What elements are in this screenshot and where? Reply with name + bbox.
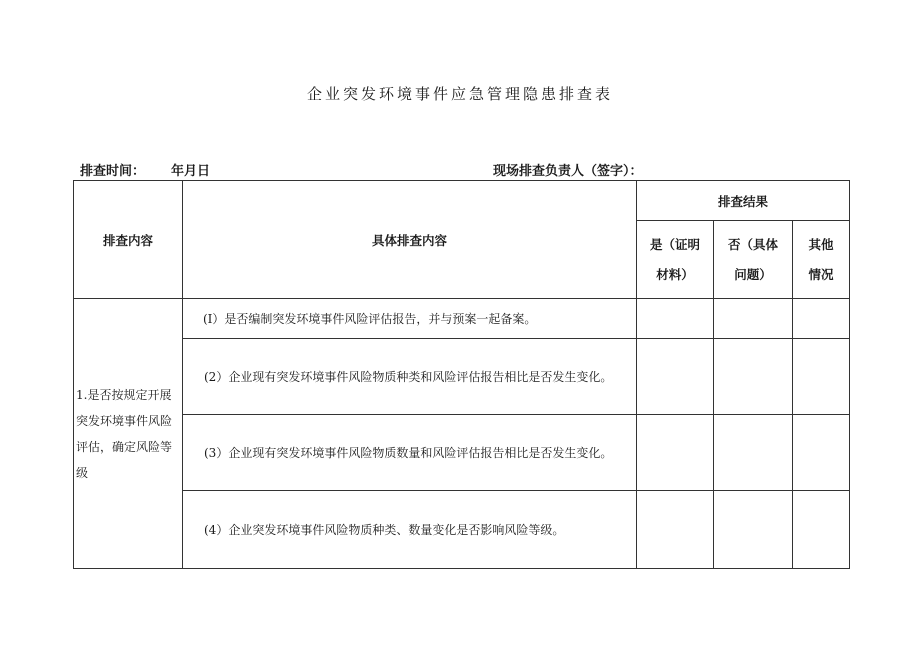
header-yes [637, 221, 714, 299]
other-cell[interactable] [793, 339, 850, 415]
date-label: 年月日 [171, 164, 211, 179]
time-label: 排查时间： [80, 164, 146, 179]
table-row [74, 491, 850, 569]
item-4 [183, 491, 637, 569]
header-detail: 具体排查内容 [183, 181, 637, 299]
responsible-signature-label: 现场排查负责人（签字）： [493, 164, 643, 179]
inspection-table [73, 180, 850, 569]
header-yes-line1: 是（证明 [649, 236, 700, 252]
no-cell[interactable] [714, 415, 793, 491]
other-cell[interactable] [793, 491, 850, 569]
item-3-text: (3）企业现有突发环境事件风险物质数量和风险评估报告相比是否发生变化。 [204, 445, 613, 460]
yes-cell[interactable] [637, 339, 714, 415]
item-1: (I）是否编制突发环境事件风险评估报告，并与预案一起备案。 [183, 299, 637, 339]
header-no-line2: 问题） [734, 266, 772, 282]
header-other [793, 221, 850, 299]
header-no-line1: 否（具体 [727, 236, 778, 252]
item-2 [183, 339, 637, 415]
table-row [74, 299, 850, 339]
header-other-line1: 其他 [808, 236, 834, 252]
table-row [74, 339, 850, 415]
table-row [74, 415, 850, 491]
yes-cell[interactable] [637, 491, 714, 569]
inspection-time-label [80, 160, 210, 179]
no-cell[interactable] [714, 491, 793, 569]
header-content: 排查内容 [74, 181, 183, 299]
page-title: 企业突发环境事件应急管理隐患排查表 [306, 85, 613, 103]
yes-cell[interactable] [637, 299, 714, 339]
no-cell[interactable] [714, 339, 793, 415]
yes-cell[interactable] [637, 415, 714, 491]
item-4-text: (4）企业突发环境事件风险物质种类、数量变化是否影响风险等级。 [204, 522, 565, 537]
header-result: 排查结果 [637, 181, 850, 221]
other-cell[interactable] [793, 415, 850, 491]
header-other-line2: 情况 [808, 266, 834, 282]
no-cell[interactable] [714, 299, 793, 339]
item-3 [183, 415, 637, 491]
other-cell[interactable] [793, 299, 850, 339]
item-2-text: (2）企业现有突发环境事件风险物质种类和风险评估报告相比是否发生变化。 [204, 369, 613, 384]
header-yes-line2: 材料） [656, 266, 694, 282]
category-cell: 1.是否按规定开展突发环境事件风险评估，确定风险等级 [74, 299, 183, 569]
header-no [714, 221, 793, 299]
